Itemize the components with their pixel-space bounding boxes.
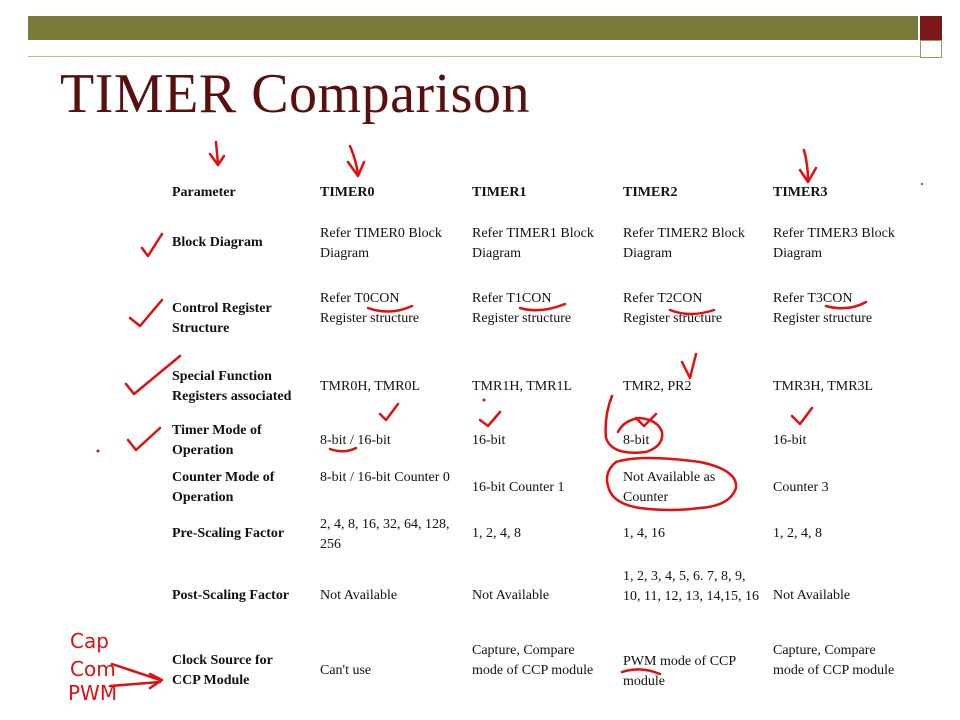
header-timer2: TIMER2 (623, 185, 678, 200)
row-param-sfr: Special Function Registers associated (172, 369, 292, 404)
cell-t1-postscale: Not Available (472, 588, 550, 603)
cell-t0-timer-mode: 8-bit / 16-bit (320, 433, 391, 448)
cell-t3-postscale: Not Available (773, 588, 851, 603)
header-corner-box (920, 40, 942, 58)
row-param-counter-mode: Counter Mode of Operation (172, 470, 275, 505)
checkmark-icon (682, 354, 696, 378)
cell-t3-block-diagram: Refer TIMER3 Block Diagram (773, 226, 895, 261)
slide-title: TIMER Comparison (60, 63, 530, 125)
arrow-right-icon (112, 664, 160, 680)
cell-t2-prescale: 1, 4, 16 (623, 526, 665, 541)
cell-t3-sfr: TMR3H, TMR3L (773, 379, 874, 394)
cell-t2-postscale: 1, 2, 3, 4, 5, 6. 7, 8, 9, 10, 11, 12, 13, 14,15, 16 (623, 569, 759, 604)
checkmark-icon (636, 414, 656, 426)
cell-t2-ccp-clock: PWM mode of CCP module (623, 654, 736, 689)
cell-t3-counter-mode: Counter 3 (773, 480, 829, 495)
cell-t1-control-register: Refer T1CON Register structure (472, 291, 572, 326)
checkmark-icon (380, 404, 398, 420)
header-timer0: TIMER0 (320, 185, 375, 200)
cell-t2-counter-mode: Not Available as Counter (623, 470, 716, 505)
handwriting-pwm: PWM (68, 681, 118, 705)
cell-t0-sfr: TMR0H, TMR0L (320, 379, 421, 394)
arrow-down-icon (210, 142, 224, 165)
cell-t1-counter-mode: 16-bit Counter 1 (472, 480, 565, 495)
row-param-ccp-clock: Clock Source for CCP Module (172, 653, 273, 688)
arrow-right-icon (110, 682, 160, 686)
checkmark-icon (480, 412, 500, 426)
cell-t0-prescale: 2, 4, 8, 16, 32, 64, 128, 256 (320, 517, 450, 552)
handwriting-cap: Cap (70, 629, 109, 653)
cell-t3-timer-mode: 16-bit (773, 433, 807, 448)
header-timer1: TIMER1 (472, 185, 527, 200)
cell-t2-control-register: Refer T2CON Register structure (623, 291, 723, 326)
cell-t0-ccp-clock: Can't use (320, 663, 372, 678)
cell-t1-timer-mode: 16-bit (472, 433, 506, 448)
cell-t1-ccp-clock: Capture, Compare mode of CCP module (472, 643, 594, 678)
row-param-control-register: Control Register Structure (172, 301, 272, 336)
cell-t3-ccp-clock: Capture, Compare mode of CCP module (773, 643, 895, 678)
handwriting-com: Com (70, 657, 116, 681)
row-param-prescale: Pre-Scaling Factor (172, 526, 285, 541)
arrow-down-icon (348, 146, 364, 176)
cell-t0-block-diagram: Refer TIMER0 Block Diagram (320, 226, 442, 261)
header-bar-accent (920, 16, 942, 40)
cell-t1-prescale: 1, 2, 4, 8 (472, 526, 521, 541)
cell-t2-timer-mode: 8-bit (623, 433, 650, 448)
cell-t2-sfr: TMR2, PR2 (623, 379, 692, 394)
cell-t0-control-register: Refer T0CON Register structure (320, 291, 420, 326)
cell-t3-prescale: 1, 2, 4, 8 (773, 526, 822, 541)
checkmark-icon (792, 408, 812, 424)
header-timer3: TIMER3 (773, 185, 828, 200)
header-rule (28, 40, 942, 57)
header-bar (28, 16, 918, 40)
cell-t1-sfr: TMR1H, TMR1L (472, 379, 573, 394)
cell-t2-block-diagram: Refer TIMER2 Block Diagram (623, 226, 745, 261)
row-param-timer-mode: Timer Mode of Operation (172, 423, 262, 458)
checkmark-icon (130, 300, 162, 326)
header-parameter: Parameter (172, 185, 236, 200)
cell-t0-postscale: Not Available (320, 588, 398, 603)
row-param-block-diagram: Block Diagram (172, 235, 263, 250)
cell-t0-counter-mode: 8-bit / 16-bit Counter 0 (320, 470, 450, 485)
checkmark-icon (128, 428, 160, 450)
arrow-down-icon (800, 150, 816, 182)
row-param-postscale: Post-Scaling Factor (172, 588, 290, 603)
cell-t1-block-diagram: Refer TIMER1 Block Diagram (472, 226, 594, 261)
cell-t3-control-register: Refer T3CON Register structure (773, 291, 873, 326)
checkmark-icon (142, 234, 162, 256)
